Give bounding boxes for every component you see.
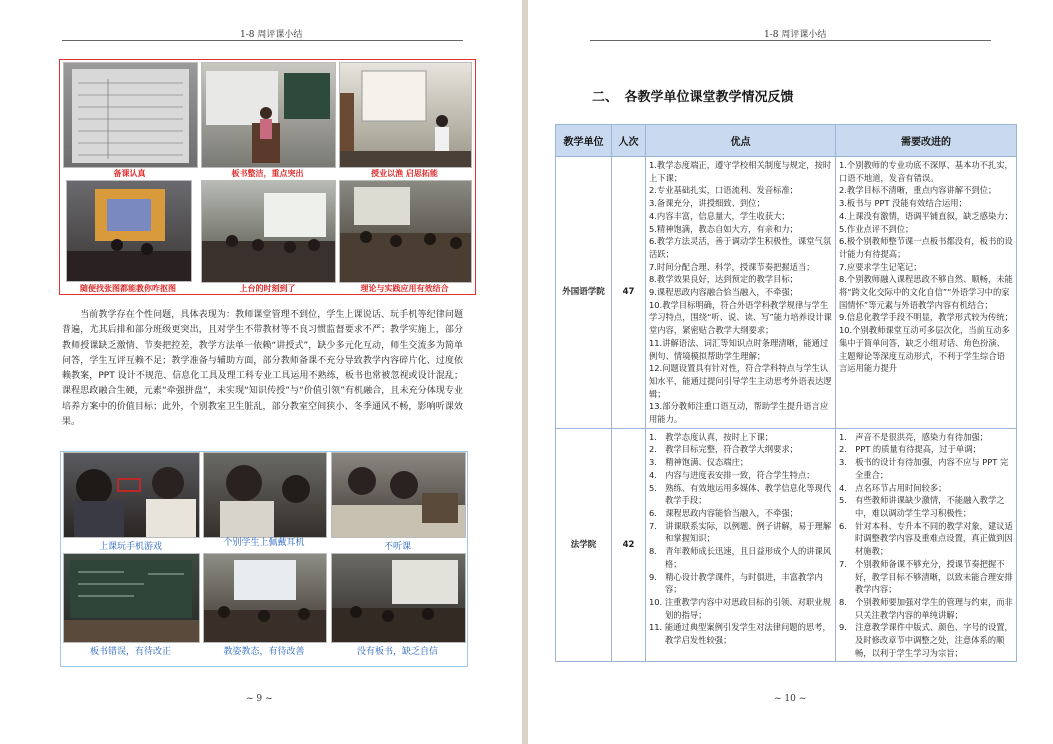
page-number: ~ 10 ~ (774, 694, 807, 704)
problem-summary-text: 当前教学存在个性问题，具体表现为：教师课堂管理不到位，学生上课说话、玩手机等纪律问题普遍，尤其后排和部分班级更突出，且对学生不带教材等不良习惯监督要求不严；教学实施上，部分教师授课缺乏激情、节奏把控差，教学方法单一依赖“讲授式”，缺少多元化互动，师生交流多为简单问答，学生互评互赖不足；教学准备与辅助方面，部分教师备课不充分导致教学内容碎片化、过度依赖教案，PPT 设计不规范、信息化工具及理工科专业工具运用不熟练，板书也常被忽视或设计混乱；课程思政融合生硬，元素“牵强拼盘”，未实现“知识传授”与“价值引领”有机融合，且未充分体现专业培养方案中的价值目标；此外，个别教室卫生脏乱，部分教室空间狭小、冬季通风不畅，影响听课效果。 (62, 310, 463, 428)
list-item: 5. 熟练、有效地运用多媒体、教学信息化等现代教学手段； (649, 482, 832, 506)
list-item: 3.备课充分，讲授细致、到位； (649, 198, 765, 209)
list-item: 9. 精心设计教学课件，与时俱进，丰富教学内容； (649, 571, 823, 595)
pros-cell (646, 157, 836, 429)
table-row (556, 428, 1017, 662)
photo-student-presentation (201, 180, 336, 283)
list-item: 1. 声音不是很洪亮，感染力有待加强； (839, 431, 988, 442)
photo-blackboard-error-image (64, 554, 199, 642)
caption-phone-game: 上课玩手机游戏 (98, 542, 162, 552)
cons-list (839, 159, 1013, 375)
list-item: 4.内容丰富，信息量大，学生收获大； (649, 210, 790, 221)
header-rule (62, 40, 463, 41)
count-cell: 42 (612, 428, 646, 662)
caption-image-cutout: 随便找张图都能教你咋抠图 (80, 284, 176, 293)
cons-cell (836, 157, 1017, 429)
list-item: 3. 板书的设计有待加强，内容不应与 PPT 完全重合； (839, 457, 1009, 480)
header-rule (590, 40, 991, 41)
header-cons: 需要改进的 (836, 125, 1017, 157)
list-item: 4. 内容与进度表安排一致，符合学生特点； (649, 469, 815, 480)
list-item: 9.课程思政内容融合恰当融入，不牵强； (649, 287, 798, 298)
running-header: 1-8 周评课小结 (240, 30, 303, 40)
page-number: ~ 9 ~ (246, 694, 273, 704)
list-item: 11.讲解语法、词汇等知识点时条理清晰，能通过例句、情境模拟帮助学生理解； (649, 337, 829, 361)
list-item: 7. 讲课联系实际，以例题、例子讲解，易于理解和掌握知识； (649, 520, 832, 544)
list-item: 13.部分教师注重口语互动，帮助学生提升语言应用能力。 (649, 401, 829, 425)
list-item: 11. 能通过典型案例引发学生对法律问题的思考，教学启发性较强； (649, 622, 831, 646)
caption-teaching-posture: 教姿教态，有待改善 (223, 647, 305, 657)
list-item: 2.专业基础扎实，口语流利、发音标准； (649, 185, 798, 196)
header-unit: 教学单位 (556, 125, 612, 157)
photo-teaching-posture (203, 553, 327, 643)
caption-theory-practice: 理论与实践应用有效结合 (360, 284, 449, 293)
photo-earphones-image (204, 453, 326, 537)
list-item: 6.极个别教师整节课一点板书都没有，板书的设计能力有待提高； (839, 236, 1013, 259)
caption-prep: 备课认真 (113, 169, 146, 178)
caption-blackboard: 板书整洁，重点突出 (231, 169, 304, 178)
list-item: 8. 青年教师成长迅速，且日益形成个人的讲课风格； (649, 546, 832, 569)
table-header-row (556, 125, 1017, 157)
caption-blackboard-error: 板书错误，有待改正 (89, 647, 171, 657)
list-item: 4. 点名环节占用时间较多； (839, 482, 947, 493)
list-item: 6. 针对本科、专升本不同的教学对象，建议适时调整教学内容及重难点设置，真正做到因材施教； (839, 520, 1013, 557)
list-item: 1.个别教师的专业功底不深厚、基本功不扎实，口语不地道，发音有错误。 (839, 160, 1013, 183)
photo-projector-lesson (66, 180, 192, 282)
pros-list (649, 159, 832, 426)
list-item: 10.个别教师课堂互动可多层次化，当前互动多集中于简单问答，缺乏小组对话、角色扮演、主题辩论等深度互动形式，不利于学生综合语言运用能力提升 (839, 325, 1010, 374)
list-item: 7. 个别教师备课不够充分，授课节奏把握不好，教学目标不够清晰，以致未能合理安排教学内容； (839, 558, 1013, 595)
pros-cell (646, 428, 836, 662)
running-header: 1-8 周评课小结 (764, 30, 827, 40)
unit-cell: 外国语学院 (556, 157, 612, 429)
list-item: 10. 注重教学内容中对思政目标的引领、对职业规划的指导； (649, 596, 831, 620)
photo-phone-game-image (64, 453, 199, 537)
list-item: 5.作业点评不到位； (839, 223, 914, 234)
photo-lesson-plan (63, 62, 198, 168)
cons-cell (836, 428, 1017, 662)
photo-projector-lesson-image (67, 181, 191, 281)
list-item: 10.教学目标明确，符合外语学科教学规律与学生学习特点，围绕“听、说、读、写”能力培养设计课堂内容，紧密贴合教学大纲要求； (649, 299, 832, 336)
photo-blackboard-error (63, 553, 200, 643)
list-item: 1. 教学态度认真，按时上下课； (649, 431, 774, 442)
photo-lesson-plan-image (64, 63, 197, 167)
section-title: 二、 各教学单位课堂教学情况反馈 (592, 90, 794, 105)
photo-not-listening (331, 452, 466, 538)
list-item: 2.教学目标不清晰，重点内容讲解不到位； (839, 185, 997, 196)
caption-teaching-method: 授业以渔 启思拓能 (371, 169, 438, 178)
pros-list (649, 431, 832, 647)
photo-phone-game (63, 452, 200, 538)
photo-practice-class-image (340, 181, 471, 282)
list-item: 12.问题设置具有针对性，符合学科特点与学生认知水平，能通过提问引导学生主动思考外语表达逻辑； (649, 363, 832, 399)
caption-no-blackboard: 没有板书，缺乏自信 (356, 647, 438, 657)
photo-earphones (203, 452, 327, 538)
list-item: 5. 有些教师讲课缺少激情，不能融入教学之中，难以调动学生学习积极性； (839, 495, 1005, 518)
cons-list (839, 431, 1013, 660)
list-item: 8.个别教师融入课程思政不够自然、顺畅，未能将“跨文化交际中的文化自信”“外语学习中的家国情怀”等元素与外语教学内容有机结合； (839, 274, 1013, 310)
list-item: 2. 教学目标完整，符合教学大纲要求； (649, 444, 798, 455)
page-9 (0, 0, 522, 744)
list-item: 5.精神饱满，教态自如大方，有亲和力； (649, 223, 798, 234)
header-pros: 优点 (646, 125, 836, 157)
list-item: 3.板书与 PPT 没能有效结合运用； (839, 198, 967, 209)
list-item: 8. 个别教师要加强对学生的管理与约束，而非只关注教学内容的单纯讲解； (839, 596, 1013, 620)
photo-teacher-projector-image (340, 63, 471, 167)
photo-not-listening-image (332, 453, 465, 537)
feedback-table (555, 124, 1017, 662)
list-item: 9.信息化教学手段不明显，教学形式较为传统； (839, 312, 1013, 323)
list-item: 4.上课没有激情，语调平铺直叙，缺乏感染力； (839, 210, 1013, 221)
photo-practice-class (339, 180, 472, 283)
photo-teaching-posture-image (204, 554, 326, 642)
list-item: 7.应要求学生记笔记； (839, 261, 922, 272)
caption-on-stage: 上台的时刻到了 (239, 284, 296, 293)
list-item: 6.教学方法灵活，善于调动学生积极性，课堂气氛活跃； (649, 236, 832, 259)
header-count: 人次 (612, 125, 646, 157)
caption-not-listening: 不听课 (383, 542, 411, 552)
unit-cell: 法学院 (556, 428, 612, 662)
list-item: 2. PPT 的质量有待提高，过于单调； (839, 444, 981, 455)
caption-earphones: 个别学生上佩戴耳机 (223, 538, 305, 548)
photo-teacher-projector (339, 62, 472, 168)
photo-no-blackboard-image (332, 554, 465, 642)
problem-summary-paragraph (62, 308, 463, 430)
photo-blackboard-lecture-image (202, 63, 335, 167)
list-item: 9. 注意教学课件中版式、颜色、字号的设置，及时修改章节中调整之处，注意体系的顺畅，以利于学生学习为宗旨； (839, 622, 1013, 658)
count-cell: 47 (612, 157, 646, 429)
list-item: 1.教学态度端正，遵守学校相关制度与规定，按时上下课； (649, 160, 832, 183)
table-row (556, 157, 1017, 429)
list-item: 6. 课程思政内容能恰当融入，不牵强； (649, 507, 798, 518)
photo-no-blackboard (331, 553, 466, 643)
photo-blackboard-lecture (201, 62, 336, 168)
photo-student-presentation-image (202, 181, 335, 282)
list-item: 8.教学效果良好，达到预定的教学目标； (649, 274, 798, 285)
list-item: 7.时间分配合理、科学，授课节奏把握适当； (649, 261, 815, 272)
list-item: 3. 精神饱满、仪态端庄； (649, 457, 749, 468)
